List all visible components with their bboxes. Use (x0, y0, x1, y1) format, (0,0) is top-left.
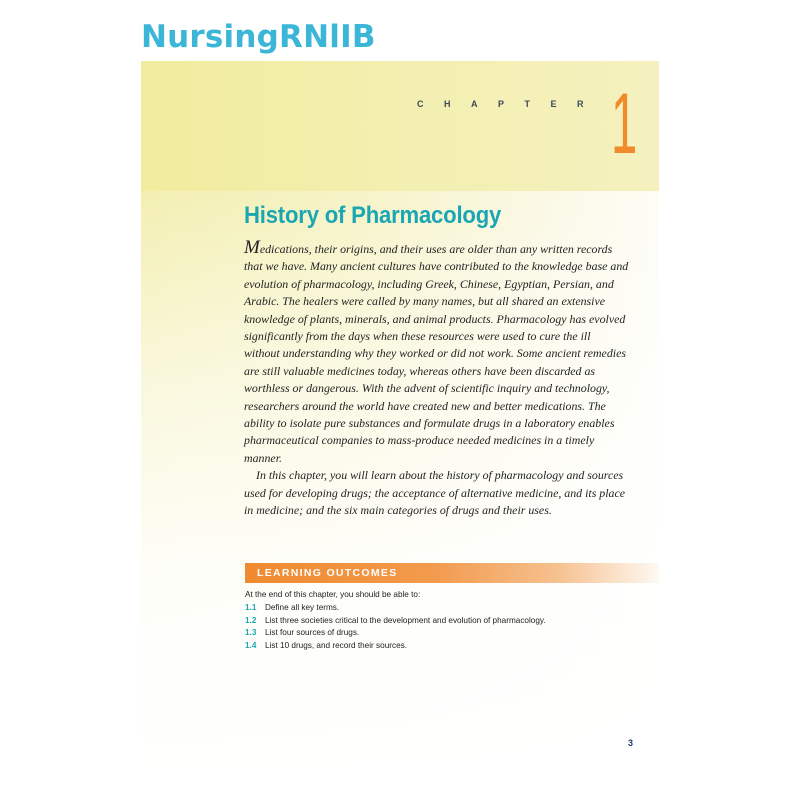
outcome-number: 1.1 (245, 603, 257, 612)
outcome-number: 1.4 (245, 640, 257, 650)
book-page (141, 61, 659, 782)
list-item (245, 640, 546, 653)
page-number: 3 (628, 738, 634, 748)
intro-paragraph-1-text: edications, their origins, and their uses are older than any written records that we have. Many ancient cultures have contributed to the knowledge base and evolution of pharmacology, including Greek, Chinese, Egyptian, Persian, and Arabic. The healers were called by many names, but all shared an extensive knowledge of plants, minerals, and animal products. Pharmacology has evolved significantly from the days when these resources were used to cure the ill without understanding why they worked or did not work. Some ancient remedies are still valuable medicines today, whereas others have been discarded as worthless or dangerous. With the advent of scientific inquiry and technology, researchers around the world have created new and better medications. The ability to isolate pure substances and formulate drugs in a laboratory enables pharmaceutical companies to mass-produce needed medicines in a timely manner. (244, 242, 629, 465)
learning-outcomes-list (245, 602, 546, 652)
learning-outcomes-intro: At the end of this chapter, you should be able to: (245, 590, 421, 599)
list-item (245, 627, 546, 640)
chapter-label: CHAPTER (417, 99, 605, 109)
chapter-title: History of Pharmacology (244, 202, 502, 229)
list-item (245, 602, 546, 615)
list-item (245, 615, 546, 628)
intro-paragraph-2: In this chapter, you will learn about the history of pharmacology and sources used for developing drugs; the acceptance of alternative medicine, and its place in medicine; and the six main categories of drugs and their uses. (244, 468, 626, 518)
outcome-text: List four sources of drugs. (265, 628, 360, 637)
learning-outcomes-title: LEARNING OUTCOMES (257, 567, 398, 579)
learning-outcomes-banner (245, 563, 659, 583)
drop-cap: M (244, 237, 260, 258)
outcome-number: 1.2 (245, 615, 257, 625)
intro-paragraph-1 (244, 237, 629, 467)
intro-text (244, 237, 629, 520)
chapter-number: 1 (611, 76, 638, 172)
outcome-number: 1.3 (245, 628, 257, 637)
outcome-text: Define all key terms. (265, 603, 340, 612)
outcome-text: List three societies critical to the development and evolution of pharmacology. (265, 615, 546, 625)
outcome-text: List 10 drugs, and record their sources. (265, 640, 407, 650)
chapter-header-band (141, 61, 659, 191)
watermark-logo-text: NursingRNlIB (141, 19, 376, 55)
